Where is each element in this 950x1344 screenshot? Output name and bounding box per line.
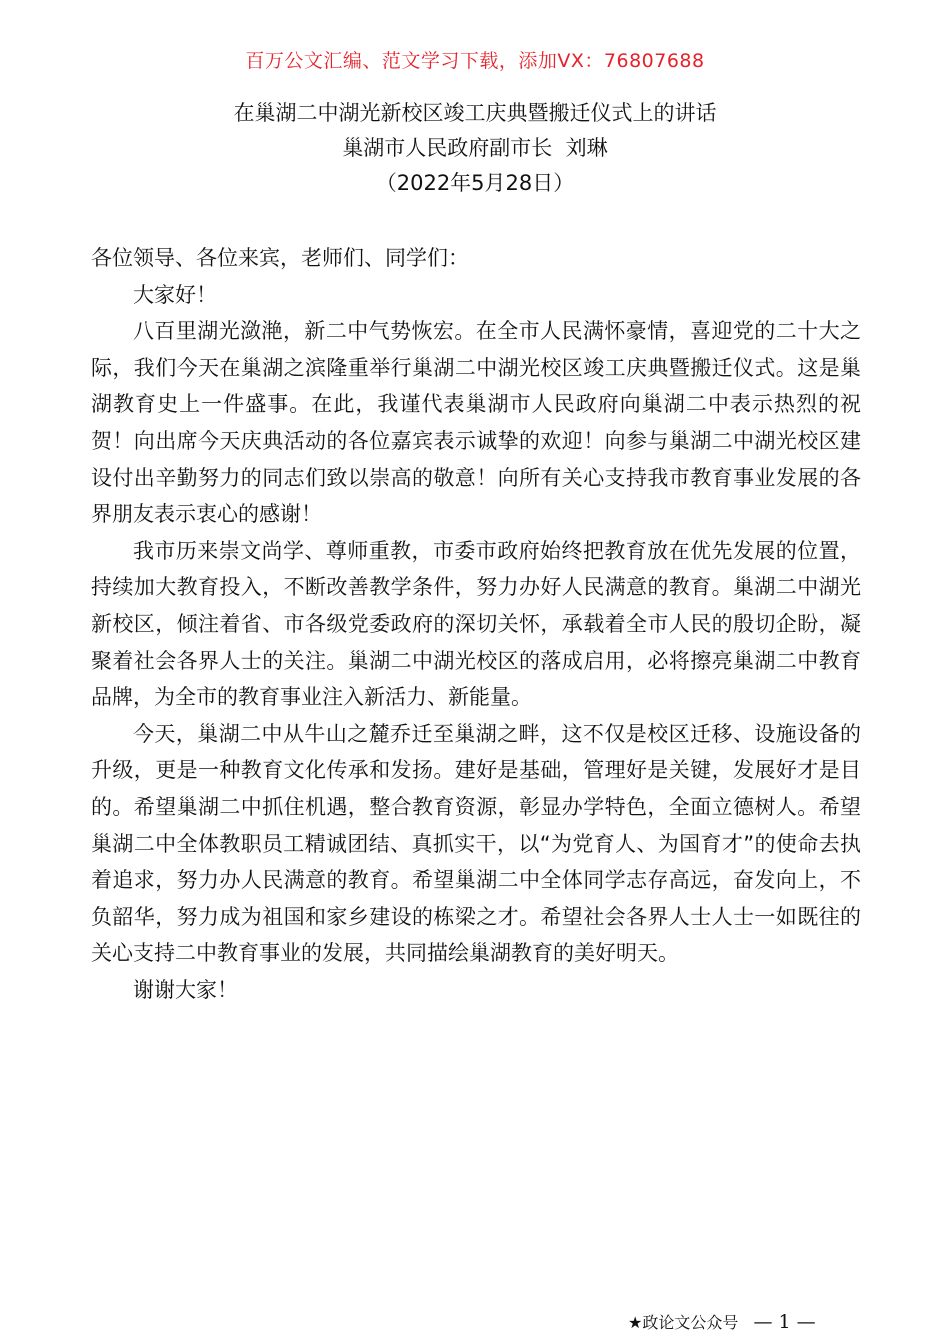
document-header — [0, 96, 950, 201]
document-title: 在巢湖二中湖光新校区竣工庆典暨搬迁仪式上的讲话 — [233, 101, 717, 125]
page-footer — [628, 1310, 816, 1333]
paragraph-2: 我市历来崇文尚学、尊师重教，市委市政府始终把教育放在优先发展的位置，持续加大教育投入，不断改善教学条件，努力办好人民满意的教育。巢湖二中湖光新校区，倾注着省、市各级党委政府的深切关怀，承载着全市人民的殷切企盼，凝聚着社会各界人士的关注。巢湖二中湖光校区的落成启用，必将擦亮巢湖二中教育品牌，为全市的教育事业注入新活力、新能量。 — [91, 538, 861, 710]
paragraph-3: 今天，巢湖二中从牛山之麓乔迁至巢湖之畔，这不仅是校区迁移、设施设备的升级，更是一种教育文化传承和发扬。建好是基础，管理好是关键，发展好才是目的。希望巢湖二中抓住机遇，整合教育资源，彰显办学特色，全面立德树人。希望巢湖二中全体教职员工精诚团结、真抓实干，以“为党育人、为国育才”的使命去执着追求，努力办人民满意的教育。希望巢湖二中全体同学志存高远，奋发向上，不负韶华，努力成为祖国和家乡建设的栋梁之才。希望社会各界人士人士一如既往的关心支持二中教育事业的发展，共同描绘巢湖教育的美好明天。 — [91, 721, 861, 966]
watermark-banner: 百万公文汇编、范文学习下载，添加VX：76807688 — [245, 50, 705, 72]
page-number: — 1 — — [753, 1311, 816, 1333]
footer-source: ★政论文公众号 — [628, 1313, 739, 1332]
salutation: 各位领导、各位来宾，老师们、同学们： — [91, 246, 469, 270]
greeting: 大家好！ — [133, 282, 217, 307]
document-body — [91, 240, 861, 1008]
closing-line: 谢谢大家！ — [133, 977, 238, 1002]
speech-date: （2022年5月28日） — [375, 171, 575, 195]
paragraph-1: 八百里湖光潋滟，新二中气势恢宏。在全市人民满怀豪情，喜迎党的二十大之际，我们今天在巢湖之滨隆重举行巢湖二中湖光校区竣工庆典暨搬迁仪式。这是巢湖教育史上一件盛事。在此，我谨代表巢湖市人民政府向巢湖二中表示热烈的祝贺！向出席今天庆典活动的各位嘉宾表示诚挚的欢迎！向参与巢湖二中湖光校区建设付出辛勤努力的同志们致以崇高的敬意！向所有关心支持我市教育事业发展的各界朋友表示衷心的感谢！ — [91, 319, 861, 527]
speaker-line: 巢湖市人民政府副市长 刘琳 — [342, 136, 608, 160]
